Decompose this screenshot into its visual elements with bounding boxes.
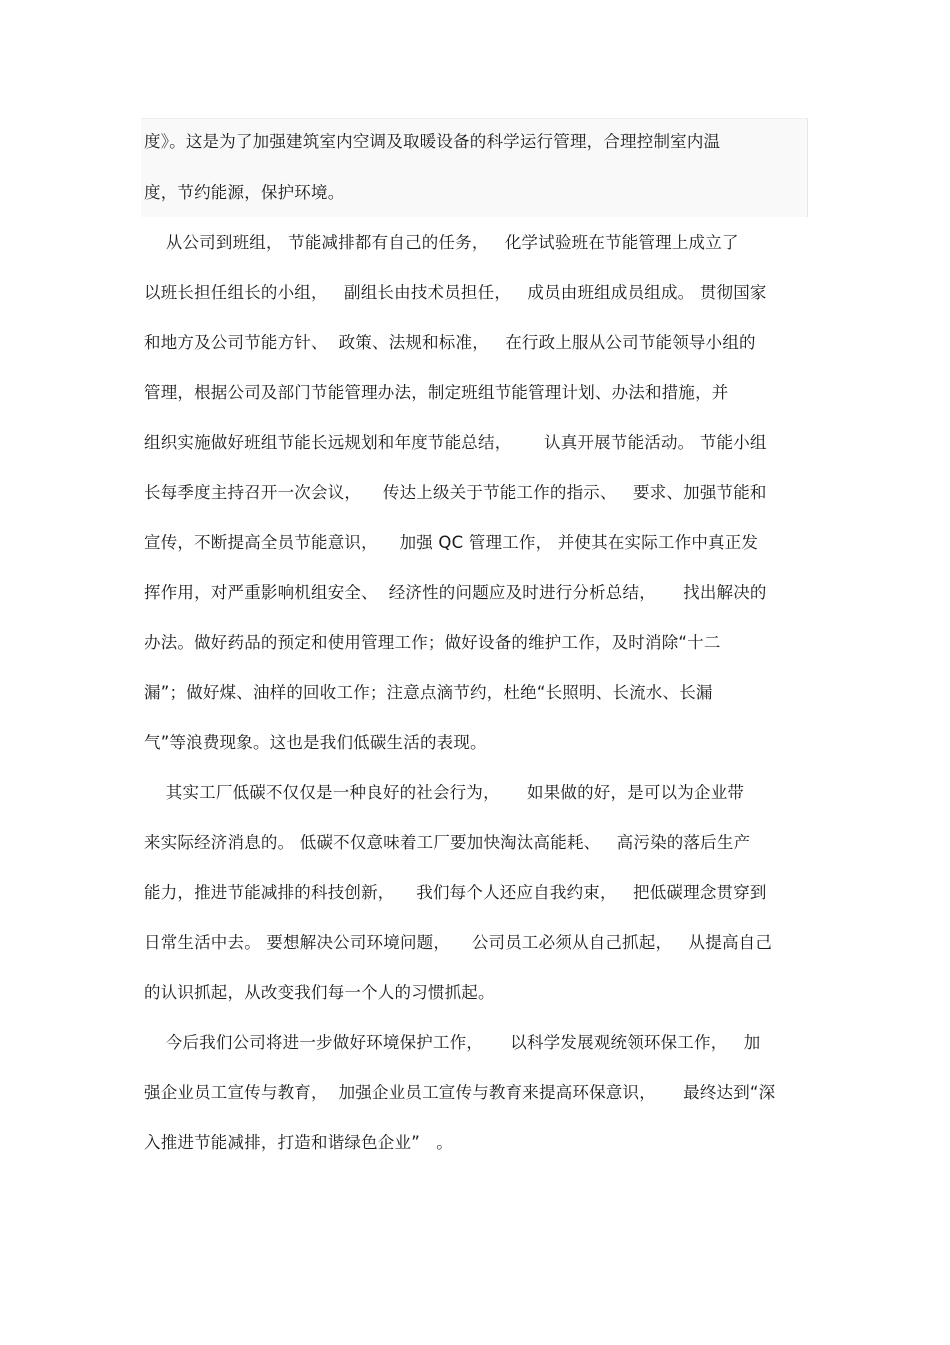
text-line: 的认识抓起，从改变我们每一个人的习惯抓起。 xyxy=(144,983,495,1002)
text-line: 入推进节能减排，打造和谐绿色企业” 。 xyxy=(144,1133,453,1152)
text-line: 和地方及公司节能方针、 政策、法规和标准， 在行政上服从公司节能领导小组的 xyxy=(144,333,756,352)
text-line: 日常生活中去。 要想解决公司环境问题， 公司员工必须从自己抓起， 从提高自己 xyxy=(144,933,773,952)
text-line: 以班长担任组长的小组， 副组长由技术员担任， 成员由班组成员组成。 贯彻国家 xyxy=(144,283,767,302)
text-line: 漏”；做好煤、油样的回收工作；注意点滴节约，杜绝“长照明、长流水、长漏 xyxy=(144,683,713,702)
text-line: 管理，根据公司及部门节能管理办法，制定班组节能管理计划、办法和措施，并 xyxy=(144,383,729,402)
text-line: 气”等浪费现象。这也是我们低碳生活的表现。 xyxy=(144,733,487,752)
text-line: 来实际经济消息的。 低碳不仅意味着工厂要加快淘汰高能耗、 高污染的落后生产 xyxy=(144,833,751,852)
text-line: 度》。这是为了加强建筑室内空调及取暖设备的科学运行管理，合理控制室内温 xyxy=(144,132,721,151)
text-line: 组织实施做好班组节能长远规划和年度节能总结， 认真开展节能活动。 节能小组 xyxy=(144,433,767,452)
text-line: 从公司到班组， 节能减排都有自己的任务， 化学试验班在节能管理上成立了 xyxy=(144,233,739,252)
text-line: 今后我们公司将进一步做好环境保护工作， 以科学发展观统领环保工作， 加 xyxy=(144,1033,761,1052)
text-line: 办法。做好药品的预定和使用管理工作；做好设备的维护工作，及时消除“十二 xyxy=(144,633,721,652)
text-line: 强企业员工宣传与教育， 加强企业员工宣传与教育来提高环保意识， 最终达到“深 xyxy=(144,1083,776,1102)
text-line: 宣传，不断提高全员节能意识， 加强 QC 管理工作， 并使其在实际工作中真正发 xyxy=(144,533,759,552)
text-line: 挥作用，对严重影响机组安全、 经济性的问题应及时进行分析总结， 找出解决的 xyxy=(144,583,767,602)
text-line: 能力，推进节能减排的科技创新， 我们每个人还应自我约束， 把低碳理念贯穿到 xyxy=(144,883,767,902)
text-line: 度，节约能源，保护环境。 xyxy=(144,183,345,202)
text-line: 长每季度主持召开一次会议， 传达上级关于节能工作的指示、 要求、加强节能和 xyxy=(144,483,767,502)
text-line: 其实工厂低碳不仅仅是一种良好的社会行为， 如果做的好，是可以为企业带 xyxy=(144,783,745,802)
